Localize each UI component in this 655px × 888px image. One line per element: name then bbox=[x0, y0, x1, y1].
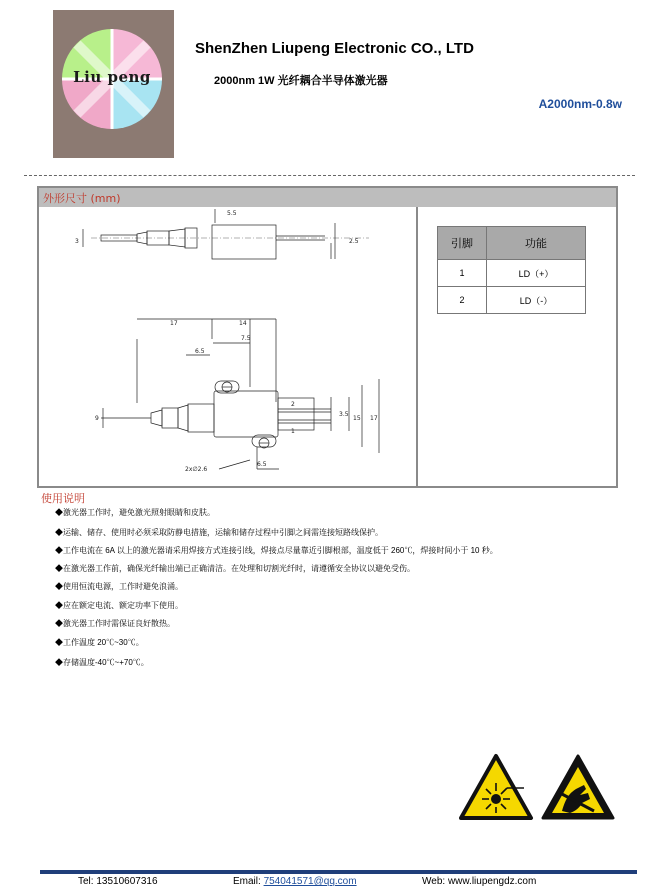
dim-label: 17 bbox=[170, 320, 178, 327]
dim-label: 6.5 bbox=[195, 348, 205, 355]
usage-note: ◆工作温度 20℃~30℃。 bbox=[55, 638, 144, 647]
pin-header: 引脚 bbox=[438, 227, 487, 260]
mechanical-drawing bbox=[39, 207, 416, 486]
dim-label: 2.5 bbox=[349, 238, 359, 245]
company-name: ShenZhen Liupeng Electronic CO., LTD bbox=[195, 40, 474, 57]
usage-note: ◆运输、储存、使用时必须采取防静电措施，运输和储存过程中引脚之间需连接短路线保护。 bbox=[55, 528, 383, 537]
dim-label: 9 bbox=[95, 415, 99, 422]
function-header: 功能 bbox=[487, 227, 586, 260]
logo-text: Liu peng bbox=[73, 68, 151, 86]
pin-cell: 1 bbox=[438, 260, 487, 287]
footer-tel: Tel: 13510607316 bbox=[78, 876, 158, 887]
usage-note: ◆工作电流在 6A 以上的激光器请采用焊接方式连接引线，焊接点尽量靠近引脚根部，温度低于 260℃，焊接时间小于 10 秒。 bbox=[55, 546, 498, 555]
divider bbox=[24, 175, 635, 176]
top-view bbox=[101, 319, 379, 469]
email-label: Email: bbox=[233, 876, 264, 887]
table-row bbox=[438, 287, 586, 314]
laser-warning-icon bbox=[458, 753, 534, 821]
function-cell: LD（-） bbox=[487, 287, 586, 314]
usage-title: 使用说明 bbox=[41, 492, 85, 505]
dim-label: 3.5 bbox=[339, 411, 349, 418]
dim-label: 14 bbox=[239, 320, 247, 327]
dim-label: 17 bbox=[370, 415, 378, 422]
dim-label: 3 bbox=[75, 238, 79, 245]
dimensions-header bbox=[39, 188, 616, 207]
usage-note: ◆使用恒流电源，工作时避免浪涌。 bbox=[55, 582, 183, 591]
usage-note: ◆激光器工作时需保证良好散热。 bbox=[55, 619, 175, 628]
table-row bbox=[438, 260, 586, 287]
pin-label: 1 bbox=[291, 428, 295, 435]
dimensions-title: 外形尺寸 (mm) bbox=[43, 192, 121, 205]
usage-note: ◆激光器工作时，避免激光照射眼睛和皮肤。 bbox=[55, 508, 215, 517]
dim-label: 2x∅2.6 bbox=[185, 466, 208, 473]
frame-divider bbox=[416, 207, 418, 486]
dim-label: 15 bbox=[353, 415, 361, 422]
email-link[interactable]: 754041571@qq.com bbox=[263, 876, 357, 887]
pin-cell: 2 bbox=[438, 287, 487, 314]
dim-label: 5.5 bbox=[227, 210, 237, 217]
model-number: A2000nm-0.8w bbox=[538, 97, 622, 111]
footer-email bbox=[233, 876, 357, 887]
footer-bar bbox=[40, 870, 637, 874]
pin-label: 2 bbox=[291, 401, 295, 408]
product-title: 2000nm 1W 光纤耦合半导体激光器 bbox=[214, 75, 388, 87]
function-cell: LD（+） bbox=[487, 260, 586, 287]
usage-note: ◆存储温度-40℃~+70℃。 bbox=[55, 658, 149, 667]
footer-web[interactable]: Web: www.liupengdz.com bbox=[422, 876, 537, 887]
esd-warning-icon bbox=[540, 753, 616, 821]
side-view bbox=[83, 209, 369, 259]
pin-table bbox=[437, 226, 586, 314]
usage-note: ◆在激光器工作前，确保光纤输出端已正确清洁。在处理和切割光纤时，请遵循安全协议以避免受伤。 bbox=[55, 564, 415, 573]
usage-note: ◆应在额定电流、额定功率下使用。 bbox=[55, 601, 183, 610]
dim-label: 6.5 bbox=[257, 461, 267, 468]
dim-label: 7.5 bbox=[241, 335, 251, 342]
